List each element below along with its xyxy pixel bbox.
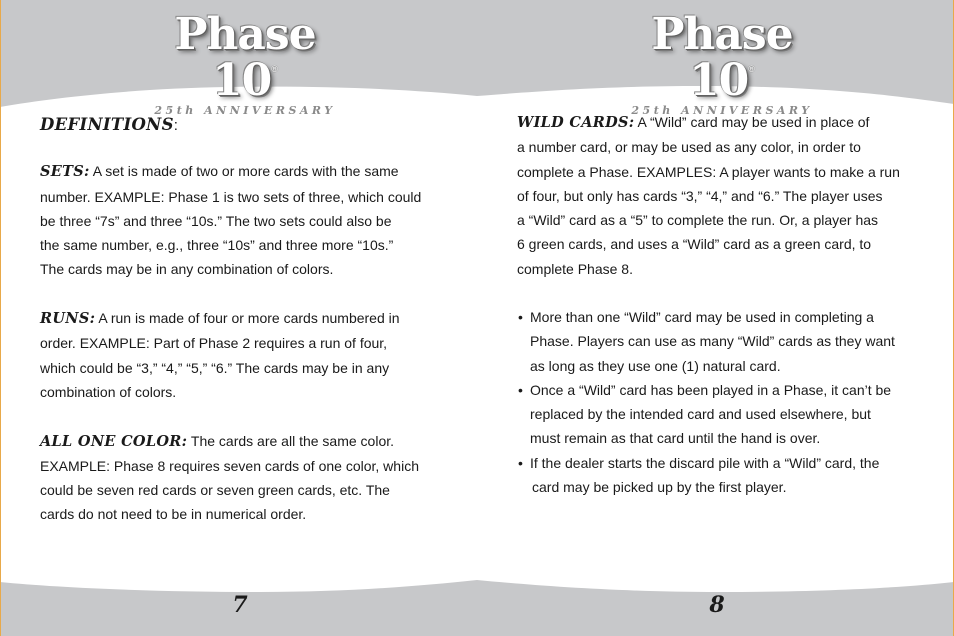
text-line: replaced by the intended card and used elsewhere, but	[530, 406, 871, 423]
wild-cards-text: A “Wild” card may be used in place of	[634, 114, 870, 130]
text-line: More than one “Wild” card may be used in completing a	[530, 309, 874, 325]
wild-cards-paragraph	[517, 110, 937, 281]
text-line: a number card, or may be used as any color, in order to	[517, 139, 861, 156]
wild-cards-section	[517, 110, 937, 305]
text-line: complete Phase 8.	[517, 260, 633, 277]
text-line: If the dealer starts the discard pile with a “Wild” card, the	[530, 454, 880, 471]
registered-mark-right: ®	[748, 64, 755, 74]
text-line: be three “7s” and three “10s.” The two sets could also be	[40, 212, 392, 229]
page-8	[477, 0, 954, 636]
text-line: complete a Phase. EXAMPLES: A player wants to make a run	[517, 163, 900, 180]
definitions-section	[40, 113, 460, 551]
bullet-item	[518, 305, 938, 378]
bullet-dot: •	[518, 381, 523, 398]
definition-term: ALL ONE COLOR:	[40, 432, 188, 450]
bullet-dot: •	[518, 454, 523, 471]
logo-tagline-right: 25th ANNIVERSARY	[631, 104, 813, 117]
text-line: combination of colors.	[40, 383, 177, 400]
text-line: card may be picked up by the first player.	[532, 479, 787, 496]
logo-wordmark: Phase 10	[174, 9, 316, 106]
definition-paragraph	[40, 159, 460, 281]
text-line: a “Wild” card as a “5” to complete the run. Or, a player has	[517, 212, 879, 229]
text-line: cards do not need to be in numerical order.	[40, 506, 307, 523]
bullet-dot: •	[518, 309, 523, 325]
text-line: order. EXAMPLE: Part of Phase 2 requires a run of four,	[40, 335, 388, 352]
definition-text: A set is made of two or more cards with the same	[89, 163, 399, 180]
logo-wordmark-right: Phase 10	[651, 9, 793, 106]
text-line: The cards may be in any combination of colors.	[40, 261, 334, 278]
definition-term: SETS:	[40, 163, 90, 181]
text-line	[40, 306, 460, 331]
text-line	[40, 159, 460, 184]
phase10-logo-right	[617, 9, 827, 118]
page-number-8: 8	[709, 592, 725, 618]
bullet-item	[518, 451, 938, 500]
text-line: Once a “Wild” card has been played in a Phase, it can’t be	[530, 381, 892, 398]
phase10-logo	[140, 9, 350, 118]
text-line: EXAMPLE: Phase 8 requires seven cards of one color, which	[40, 457, 419, 474]
definitions-heading: DEFINITIONS	[40, 115, 174, 134]
heading-colon: :	[173, 117, 178, 134]
text-line: Phase. Players can use as many “Wild” cards as they want	[530, 333, 895, 350]
page-number-7: 7	[232, 592, 248, 618]
definition-text: A run is made of four or more cards numbered in	[95, 310, 400, 327]
text-line: must remain as that card until the hand is over.	[530, 430, 821, 447]
registered-mark: ®	[271, 64, 278, 74]
text-line: of four, but only has cards “3,” “4,” and “6.” The player uses	[517, 187, 883, 204]
definition-term: RUNS:	[40, 310, 96, 328]
text-line: 6 green cards, and uses a “Wild” card as a green card, to	[517, 236, 872, 253]
wild-card-rules-list	[518, 305, 938, 499]
text-line: could be seven red cards or seven green cards, etc. The	[40, 482, 390, 499]
text-line: which could be “3,” “4,” “5,” “6.” The cards may be in any	[40, 359, 390, 376]
definition-list	[40, 159, 460, 526]
text-line	[40, 429, 460, 454]
text-line: the same number, e.g., three “10s” and three more “10s.”	[40, 237, 394, 254]
definition-paragraph	[40, 306, 460, 404]
definition-paragraph	[40, 429, 460, 527]
wild-cards-term: WILD CARDS:	[517, 114, 635, 131]
bullet-item	[518, 378, 938, 451]
definition-text: The cards are all the same color.	[187, 432, 395, 449]
logo-tagline: 25th ANNIVERSARY	[154, 104, 336, 117]
definitions-heading-row	[40, 113, 460, 138]
text-line: as long as they use one (1) natural card.	[530, 357, 781, 374]
text-line: number. EXAMPLE: Phase 1 is two sets of three, which could	[40, 188, 422, 205]
text-line	[517, 110, 937, 135]
